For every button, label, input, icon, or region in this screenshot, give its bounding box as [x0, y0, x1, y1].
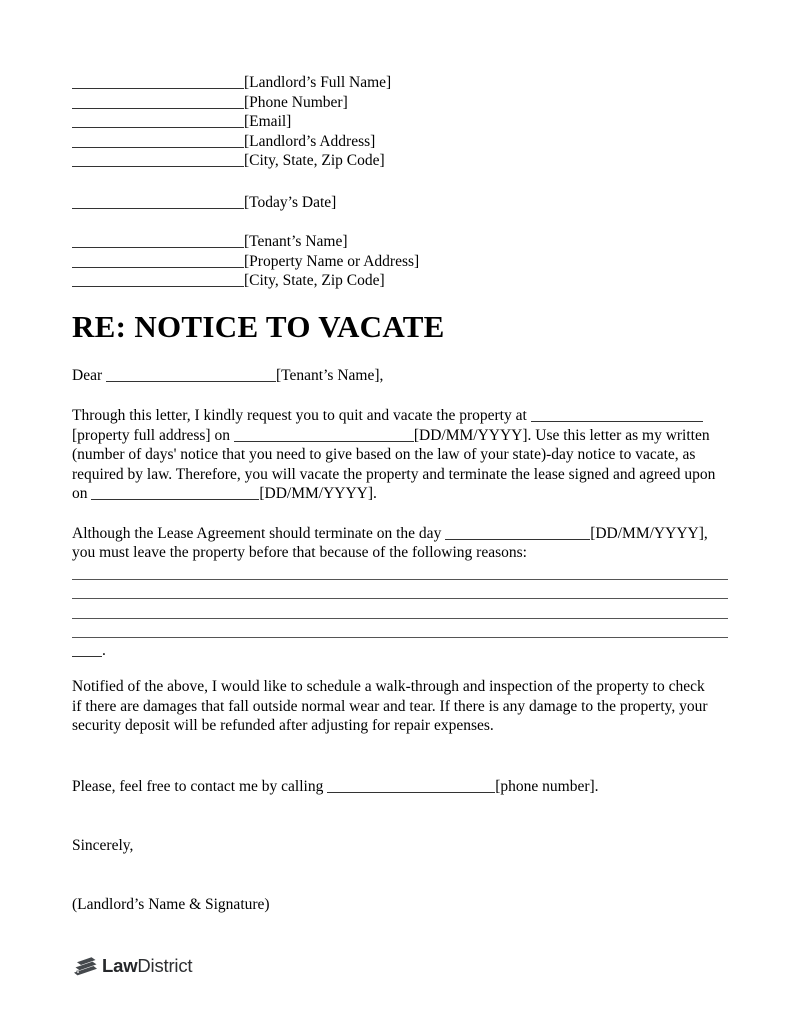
paragraph-text: security deposit will be refunded after adjusting for repair expenses.: [72, 717, 494, 734]
reason-blank-line: [72, 563, 728, 580]
blank-line: [72, 265, 244, 268]
signature-label: (Landlord’s Name & Signature): [72, 895, 270, 913]
date-block: [72, 193, 728, 213]
blank-line: [72, 164, 244, 167]
salutation-text: Dear: [72, 366, 106, 384]
lawdistrict-logo-icon: [72, 954, 97, 978]
paragraph-text: [property full address] on: [72, 426, 234, 444]
field-line-landlord-city: [72, 151, 728, 171]
reasons-write-in-area: [72, 563, 728, 661]
paragraph-text: Although the Lease Agreement should terminate on the day: [72, 524, 446, 542]
paragraph-line: [72, 716, 728, 736]
reason-blank-line: [72, 621, 728, 638]
field-line-tenant-city: [72, 271, 728, 291]
paragraph-text: Through this letter, I kindly request you to quit and vacate the property at: [72, 407, 531, 424]
paragraph-text: [DD/MM/YYYY],: [590, 524, 708, 542]
blank-line: [72, 125, 244, 128]
paragraph-text: [phone number].: [495, 777, 599, 795]
paragraph-text: on: [72, 485, 92, 502]
paragraph-line: [72, 484, 728, 504]
paragraph-line: [72, 426, 728, 446]
tenant-info-block: [72, 232, 728, 291]
paragraph-text: if there are damages that fall outside normal wear and tear. If there is any damage to the property, your: [72, 697, 708, 715]
blank-line: [72, 106, 244, 109]
field-line-date: [72, 193, 728, 213]
paragraph-line: [72, 543, 728, 563]
blank-line: [234, 439, 414, 442]
salutation-line: [72, 366, 728, 386]
paragraph-text: .: [102, 641, 106, 659]
paragraph-line: [72, 445, 728, 465]
paragraph-line: [72, 697, 728, 717]
body-paragraph-1: [72, 406, 728, 504]
blank-line: [72, 206, 244, 209]
blank-line: [72, 245, 244, 248]
field-label: [Phone Number]: [244, 93, 348, 111]
field-line-landlord-address: [72, 132, 728, 152]
reason-blank-line: [72, 582, 728, 599]
blank-line: [91, 497, 259, 500]
paragraph-line: [72, 465, 728, 485]
landlord-info-block: [72, 73, 728, 171]
salutation-label: [Tenant’s Name],: [276, 366, 384, 384]
blank-line: [445, 537, 590, 540]
blank-line: [327, 790, 495, 793]
paragraph-line: [72, 524, 728, 544]
blank-line: [106, 379, 276, 382]
paragraph-text: (number of days' notice that you need to give based on the law of your state)-day notice to vacate, as: [72, 446, 696, 463]
reason-blank-line: [72, 602, 728, 619]
field-label: [Today’s Date]: [244, 193, 337, 211]
field-line-tenant-name: [72, 232, 728, 252]
blank-line: [72, 145, 244, 148]
field-label: [Landlord’s Full Name]: [244, 74, 392, 91]
closing-line: Sincerely,: [72, 837, 134, 854]
blank-line: [72, 654, 102, 657]
lawdistrict-logo-text: [102, 955, 192, 977]
field-label: [Email]: [244, 113, 292, 130]
logo-text-law: Law: [102, 955, 138, 976]
paragraph-text: Notified of the above, I would like to schedule a walk-through and inspection of the property to check: [72, 678, 705, 695]
paragraph-line: [72, 677, 728, 697]
field-label: [Property Name or Address]: [244, 252, 420, 270]
reason-short-line: [72, 641, 728, 661]
blank-line: [72, 284, 244, 287]
field-label: [City, State, Zip Code]: [244, 272, 385, 289]
field-line-property: [72, 252, 728, 272]
lawdistrict-logo: [72, 954, 728, 978]
paragraph-line: [72, 406, 728, 426]
field-label: [Tenant’s Name]: [244, 233, 348, 250]
field-label: [Landlord’s Address]: [244, 132, 376, 150]
field-label: [City, State, Zip Code]: [244, 152, 385, 169]
body-paragraph-3: [72, 677, 728, 736]
subject-heading: RE: NOTICE TO VACATE: [72, 308, 445, 344]
blank-line: [72, 86, 244, 89]
paragraph-text: Please, feel free to contact me by calling: [72, 777, 328, 795]
field-line-email: [72, 112, 728, 132]
field-line-phone: [72, 93, 728, 113]
contact-line: [72, 777, 728, 797]
paragraph-text: you must leave the property before that because of the following reasons:: [72, 544, 527, 561]
paragraph-text: [DD/MM/YYYY].: [259, 485, 377, 502]
logo-text-district: District: [137, 955, 193, 976]
body-paragraph-2: [72, 524, 728, 563]
field-line-landlord-name: [72, 73, 728, 93]
blank-line: [531, 419, 703, 422]
paragraph-text: [DD/MM/YYYY]. Use this letter as my written: [413, 426, 710, 444]
paragraph-text: required by law. Therefore, you will vacate the property and terminate the lease signed and agreed upon: [72, 465, 716, 483]
